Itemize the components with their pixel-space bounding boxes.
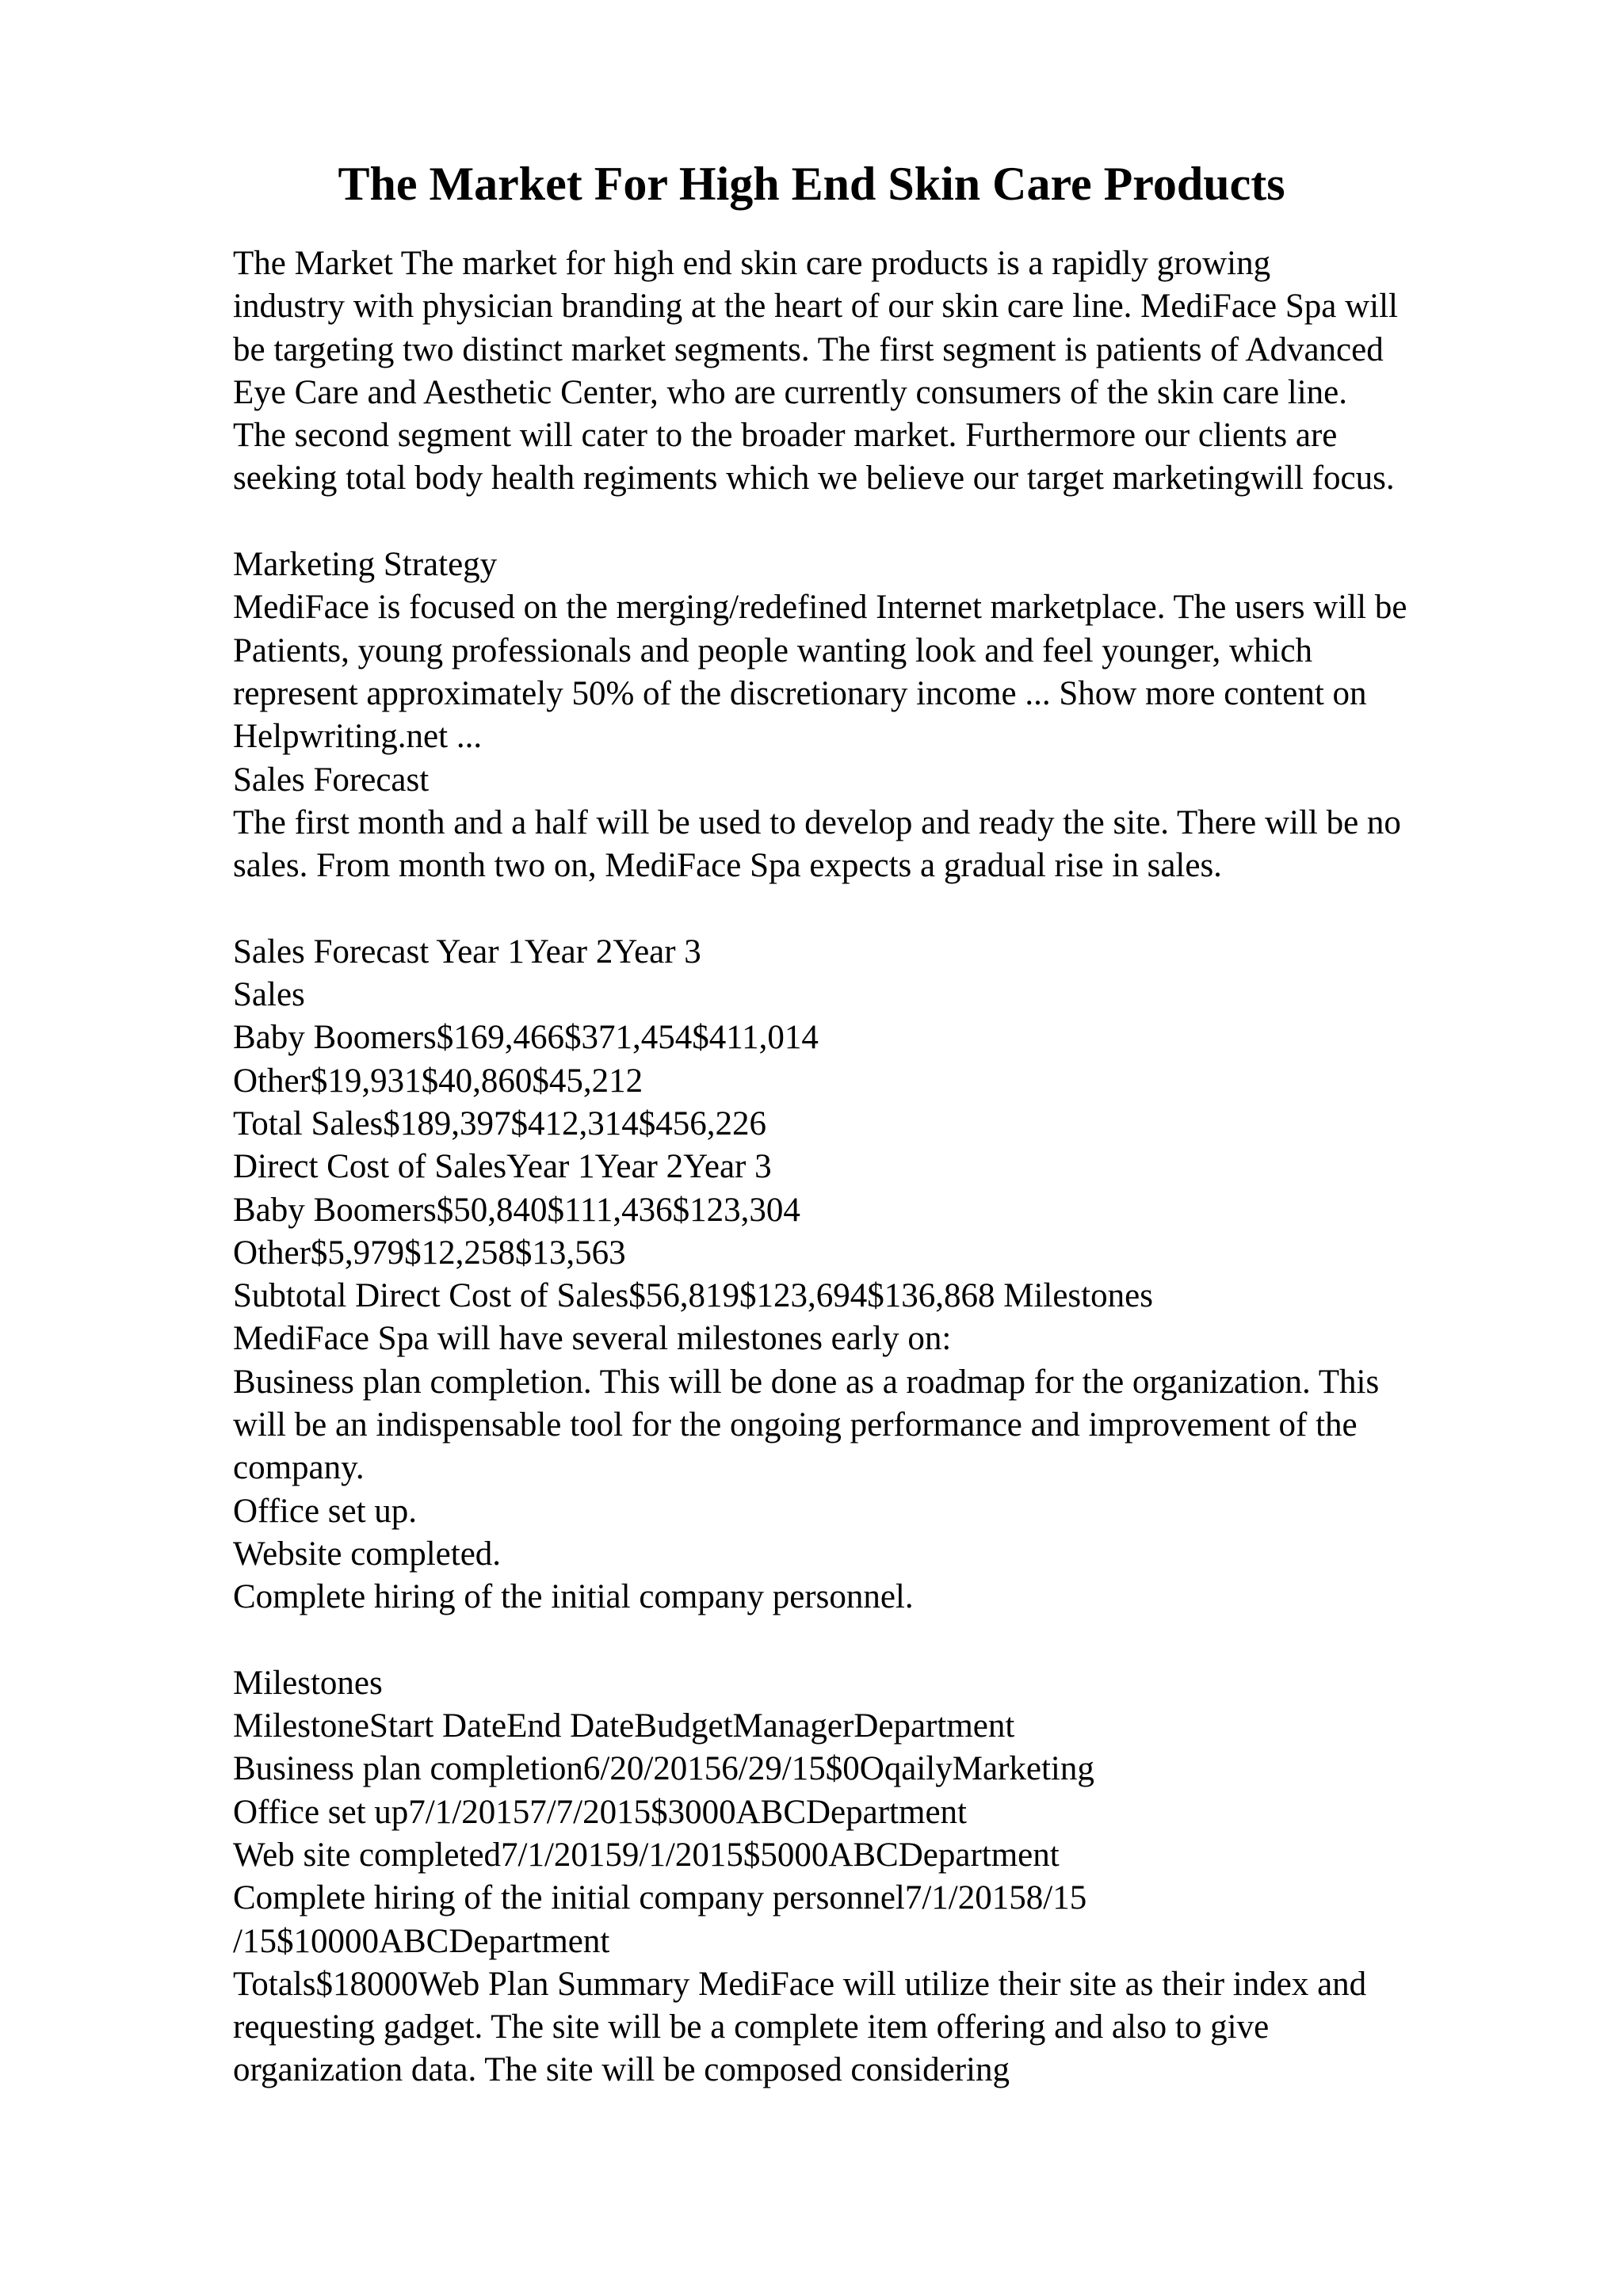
body-line: Patients, young professionals and people wanting look and feel younger, which (233, 631, 1313, 669)
section-heading: Milestones (233, 1664, 383, 1702)
document-body (233, 242, 1596, 2092)
body-line: organization data. The site will be composed considering (233, 2051, 1010, 2089)
table-line: Subtotal Direct Cost of Sales$56,819$123,694$136,868 Milestones (233, 1277, 1153, 1315)
body-line: The first month and a half will be used to develop and ready the site. There will be no (233, 803, 1401, 841)
section-heading: Sales Forecast (233, 761, 430, 799)
document-title: The Market For High End Skin Care Products (338, 158, 1285, 210)
table-line: MilestoneStart DateEnd DateBudgetManagerDepartment (233, 1707, 1015, 1745)
body-line: industry with physician branding at the heart of our skin care line. MediFace Spa will (233, 288, 1398, 326)
table-line: Total Sales$189,397$412,314$456,226 (233, 1104, 767, 1142)
body-line: Complete hiring of the initial company personnel. (233, 1578, 914, 1616)
table-line: Sales (233, 976, 305, 1014)
body-line: The Market The market for high end skin care products is a rapidly growing (233, 245, 1271, 282)
body-line: Business plan completion. This will be done as a roadmap for the organization. This (233, 1363, 1380, 1401)
table-line: Other$19,931$40,860$45,212 (233, 1062, 643, 1100)
body-line: be targeting two distinct market segments. The first segment is patients of Advanced (233, 330, 1384, 368)
body-line: seeking total body health regiments which we believe our target marketingwill focus. (233, 460, 1395, 498)
body-line: Totals$18000Web Plan Summary MediFace will utilize their site as their index and (233, 1965, 1367, 2003)
table-line: Other$5,979$12,258$13,563 (233, 1234, 626, 1272)
body-line: Office set up. (233, 1492, 418, 1530)
body-line: company. (233, 1449, 365, 1487)
table-line: Office set up7/1/20157/7/2015$3000ABCDepartment (233, 1793, 967, 1831)
body-line: sales. From month two on, MediFace Spa expects a gradual rise in sales. (233, 847, 1222, 885)
table-line: Baby Boomers$169,466$371,454$411,014 (233, 1019, 819, 1057)
table-line: Complete hiring of the initial company personnel7/1/20158/15 (233, 1879, 1087, 1917)
table-line: Business plan completion6/20/20156/29/15$0OqailyMarketing (233, 1750, 1094, 1788)
body-line: MediFace is focused on the merging/redefined Internet marketplace. The users will be (233, 589, 1407, 627)
table-line: Direct Cost of SalesYear 1Year 2Year 3 (233, 1148, 772, 1186)
body-line: MediFace Spa will have several milestones early on: (233, 1320, 952, 1358)
body-line: requesting gadget. The site will be a complete item offering and also to give (233, 2008, 1270, 2046)
table-line: Baby Boomers$50,840$111,436$123,304 (233, 1191, 800, 1229)
body-line: represent approximately 50% of the discretionary income ... Show more content on (233, 674, 1367, 712)
blank-line (233, 887, 1596, 930)
body-line: Eye Care and Aesthetic Center, who are currently consumers of the skin care line. (233, 373, 1348, 411)
blank-line (233, 501, 1596, 543)
blank-line (233, 1619, 1596, 1662)
body-line: will be an indispensable tool for the ongoing performance and improvement of the (233, 1406, 1358, 1444)
table-line: Sales Forecast Year 1Year 2Year 3 (233, 933, 701, 971)
body-line: Helpwriting.net ... (233, 718, 483, 756)
body-line: Website completed. (233, 1535, 502, 1573)
body-line: The second segment will cater to the broader market. Furthermore our clients are (233, 417, 1338, 455)
table-line: Web site completed7/1/20159/1/2015$5000ABCDepartment (233, 1836, 1060, 1874)
section-heading: Marketing Strategy (233, 546, 498, 584)
table-line: /15$10000ABCDepartment (233, 1922, 610, 1960)
